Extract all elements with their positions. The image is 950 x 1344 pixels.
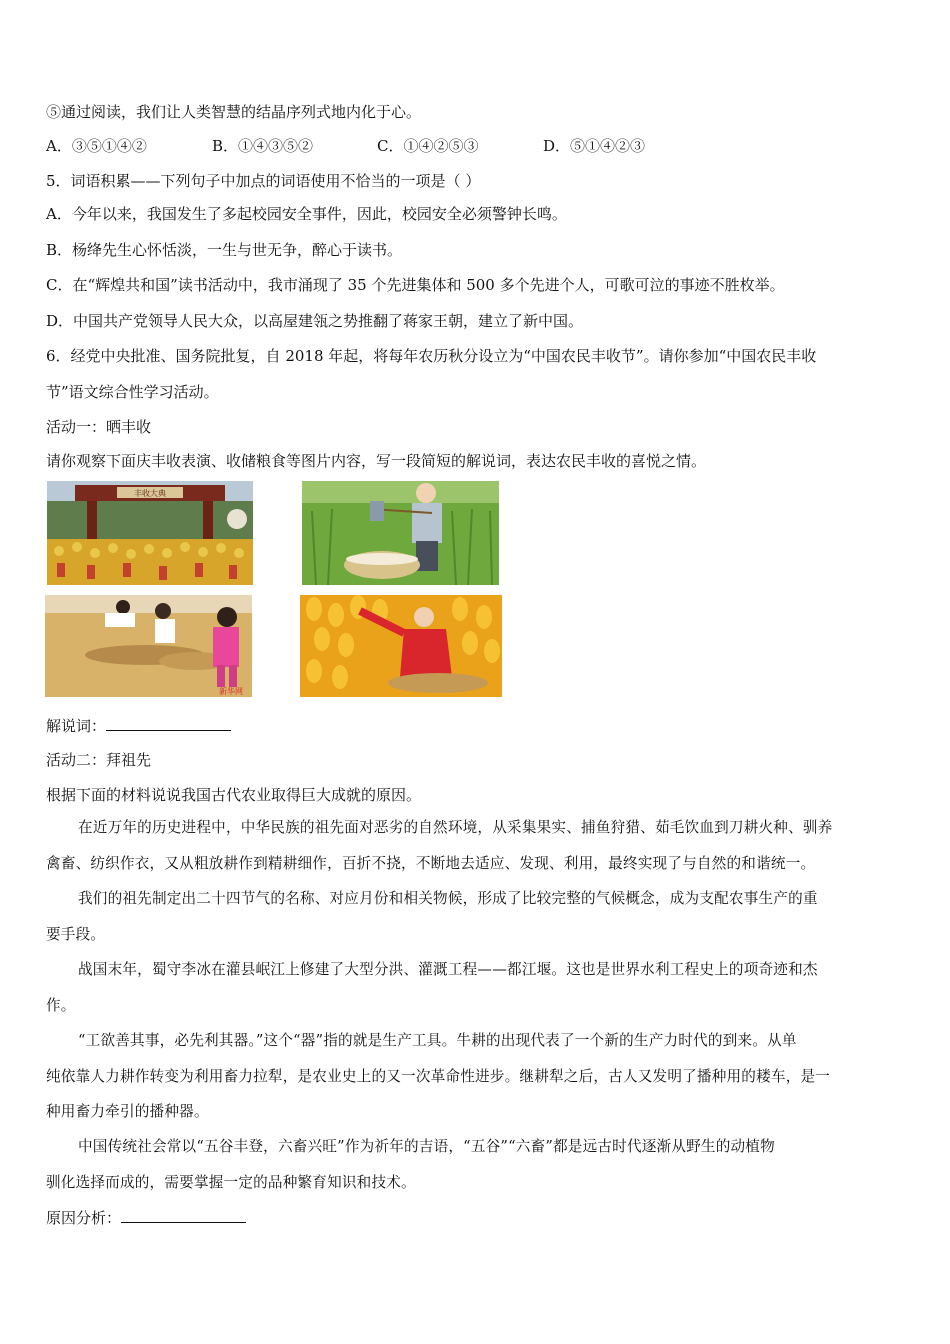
statement-5: ⑤通过阅读，我们让人类智慧的结晶序列式地内化于心。 [46, 103, 422, 121]
q5-option-a: A．今年以来，我国发生了多起校园安全事件，因此，校园安全必须警钟长鸣。 [46, 205, 567, 223]
q5-option-d: D．中国共产党领导人民大众，以高屋建瓴之势推翻了蒋家王朝，建立了新中国。 [46, 312, 584, 330]
activity-1-instruction: 请你观察下面庆丰收表演、收储粮食等图片内容，写一段简短的解说词，表达农民丰收的喜悦之情。 [46, 452, 707, 470]
material-p3-line2: 作。 [46, 997, 76, 1014]
reason-label: 原因分析： [46, 1209, 122, 1227]
material-p5-line2: 驯化选择而成的，需要掌握一定的品种繁育知识和技术。 [46, 1174, 416, 1191]
photo-harvest-ceremony [47, 481, 253, 585]
photo-woman-corn [300, 595, 502, 697]
q5-option-c: C．在“辉煌共和国”读书活动中，我市涌现了 35 个先进集体和 500 多个先进个人，可歌可泣的事迹不胜枚举。 [46, 276, 785, 294]
material-p2-line1: 我们的祖先制定出二十四节气的名称、对应月份和相关物候，形成了比较完整的气候概念，成为支配农事生产的重 [78, 890, 818, 907]
question-6-line1: 6．经党中央批准、国务院批复，自 2018 年起，将每年农历秋分设立为“中国农民丰收节”。请你参加“中国农民丰收 [46, 347, 817, 365]
material-p1-line1: 在近万年的历史进程中，中华民族的祖先面对恶劣的自然环境，从采集果实、捕鱼狩猎、茹毛饮血到刀耕火种、驯养 [78, 819, 833, 836]
material-p3-line1: 战国末年，蜀守李冰在灌县岷江上修建了大型分洪、灌溉工程——都江堰。这也是世界水利工程史上的项奇迹和杰 [78, 961, 818, 978]
material-p4-line3: 种用畜力牵引的播种器。 [46, 1103, 209, 1120]
option-d: D．⑤①④②③ [543, 137, 646, 155]
activity-1-title: 活动一：晒丰收 [46, 418, 152, 436]
photo-children-winnowing [45, 595, 252, 697]
question-5: 5．词语积累——下列句子中加点的词语使用不恰当的一项是（ ） [46, 172, 481, 190]
explanation-answer [46, 716, 231, 736]
option-c: C．①④②⑤③ [377, 137, 479, 155]
explanation-label: 解说词： [46, 717, 107, 735]
option-b: B．①④③⑤② [212, 137, 314, 155]
explanation-blank [106, 716, 231, 731]
material-p4-line2: 纯依靠人力耕作转变为利用畜力拉犁，是农业史上的又一次革命性进步。继耕犁之后，古人又发明了播种用的耧车，是一 [46, 1068, 831, 1085]
material-p1-line2: 禽畜、纺织作衣，又从粗放耕作到精耕细作，百折不挠，不断地去适应、发现、利用，最终实现了与自然的和谐统一。 [46, 855, 816, 872]
photo-farmer-rice-field [302, 481, 499, 585]
watermark-text: 新华网 [219, 687, 243, 696]
gate-sign-text: 丰收大典 [134, 489, 166, 498]
option-a: A．③⑤①④② [46, 137, 147, 155]
reason-answer [46, 1208, 246, 1228]
activity-2-title: 活动二：拜祖先 [46, 751, 152, 769]
material-p4-line1: “工欲善其事，必先利其器。”这个“器”指的就是生产工具。牛耕的出现代表了一个新的生产力时代的到来。从单 [78, 1032, 797, 1049]
material-p5-line1: 中国传统社会常以“五谷丰登，六畜兴旺”作为祈年的吉语，“五谷”“六畜”都是远古时代逐渐从野生的动植物 [78, 1138, 775, 1155]
reason-blank [121, 1208, 246, 1223]
q5-option-b: B．杨绛先生心怀恬淡，一生与世无争，醉心于读书。 [46, 241, 403, 259]
material-p2-line2: 要手段。 [46, 926, 106, 943]
question-6-line2: 节”语文综合性学习活动。 [46, 383, 219, 401]
activity-2-instruction: 根据下面的材料说说我国古代农业取得巨大成就的原因。 [46, 786, 422, 804]
